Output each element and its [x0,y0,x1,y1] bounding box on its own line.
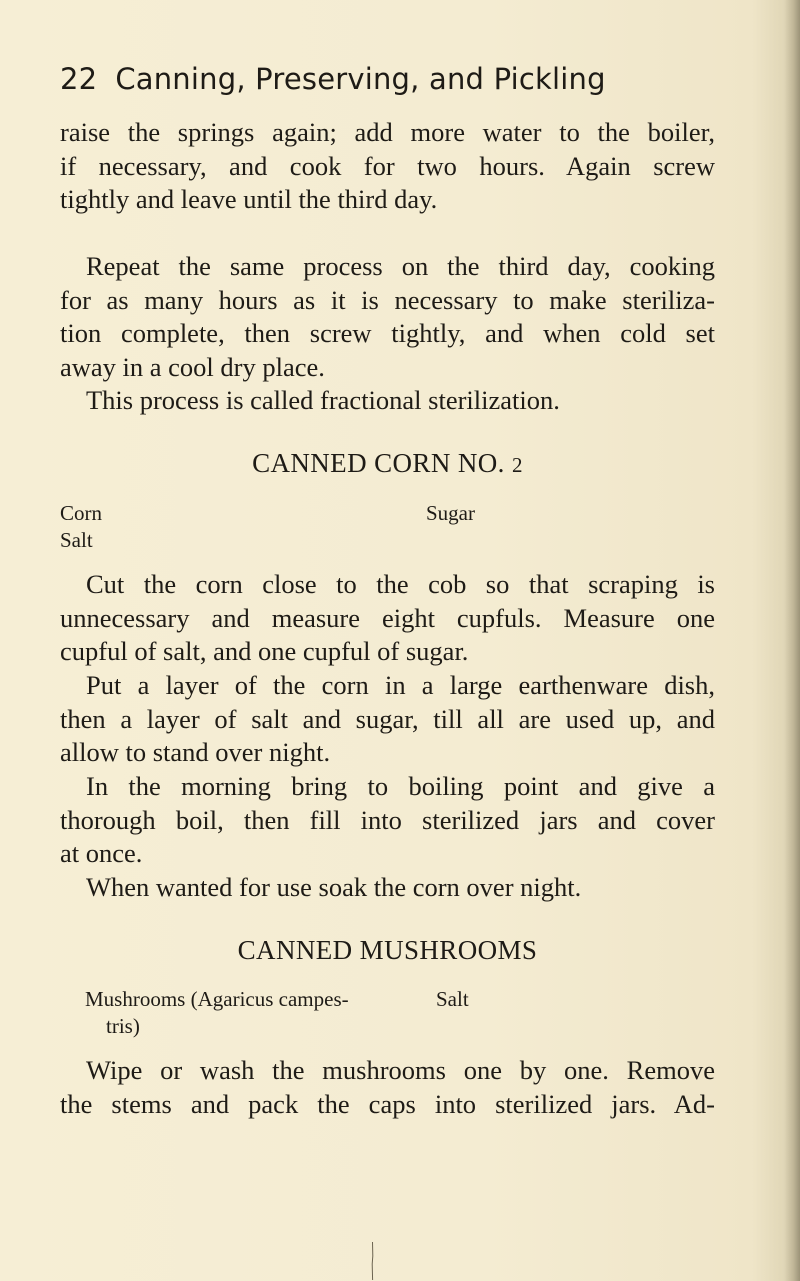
ingredient-salt: Salt [60,528,93,552]
text-line: the stems and pack the caps into sterilized jars. Ad- [60,1088,715,1119]
text-line: at once. [60,838,143,868]
corn-paragraph-1 [60,568,715,669]
corn-paragraph-4 [60,871,715,905]
text-line: tion complete, then screw tightly, and when cold set [60,318,715,348]
corn-paragraph-2 [60,669,715,770]
page-edge-shadow [784,0,800,1281]
running-title: Canning, Preserving, and Pickling [115,62,606,96]
text-line: Wipe or wash the mushrooms one by one. Remove [86,1055,715,1085]
paragraph-fractional-sterilization [60,384,715,418]
text-line: Cut the corn close to the cob so that scraping is [86,569,715,599]
text-line: tightly and leave until the third day. [60,184,438,214]
mushrooms-paragraph-1 [60,1054,715,1121]
ingredient-mushrooms-continued: tris) [106,1014,140,1038]
recipe-title-text: CANNED CORN NO. [252,448,505,478]
text-line: Put a layer of the corn in a large earthenware dish, [86,670,715,700]
text-line: thorough boil, then fill into sterilized jars and cover [60,804,715,835]
text-line: if necessary, and cook for two hours. Again screw [60,150,715,181]
paragraph-continued [60,116,715,217]
text-line: raise the springs again; add more water to the boiler, [60,117,715,147]
corn-paragraph-3 [60,770,715,871]
recipe-title-number: 2 [512,453,523,477]
binding-mark [371,1242,374,1280]
paragraph-repeat-process [60,250,715,384]
text-line: for as many hours as it is necessary to make steriliza- [60,284,715,315]
text-line: allow to stand over night. [60,737,331,767]
text-line: In the morning bring to boiling point and give a [86,771,715,801]
text-line: Repeat the same process on the third day, cooking [86,251,715,281]
text-line: unnecessary and measure eight cupfuls. Measure one [60,602,715,633]
text-line: away in a cool dry place. [60,351,325,382]
text-line: cupful of salt, and one cupful of sugar. [60,636,469,666]
ingredient-mushrooms: Mushrooms (Agaricus campes- [85,987,349,1011]
running-header [60,62,606,96]
text-line: This process is called fractional sterilization. [86,385,560,415]
text-line: When wanted for use soak the corn over night. [86,872,582,902]
text-line: then a layer of salt and sugar, till all are used up, and [60,703,715,734]
ingredient-sugar: Sugar [426,501,475,525]
recipe-title-canned-corn [60,448,715,479]
page-number: 22 [60,62,98,96]
ingredient-corn: Corn [60,501,102,525]
ingredient-salt: Salt [436,987,469,1011]
recipe-title-canned-mushrooms: CANNED MUSHROOMS [237,935,538,965]
